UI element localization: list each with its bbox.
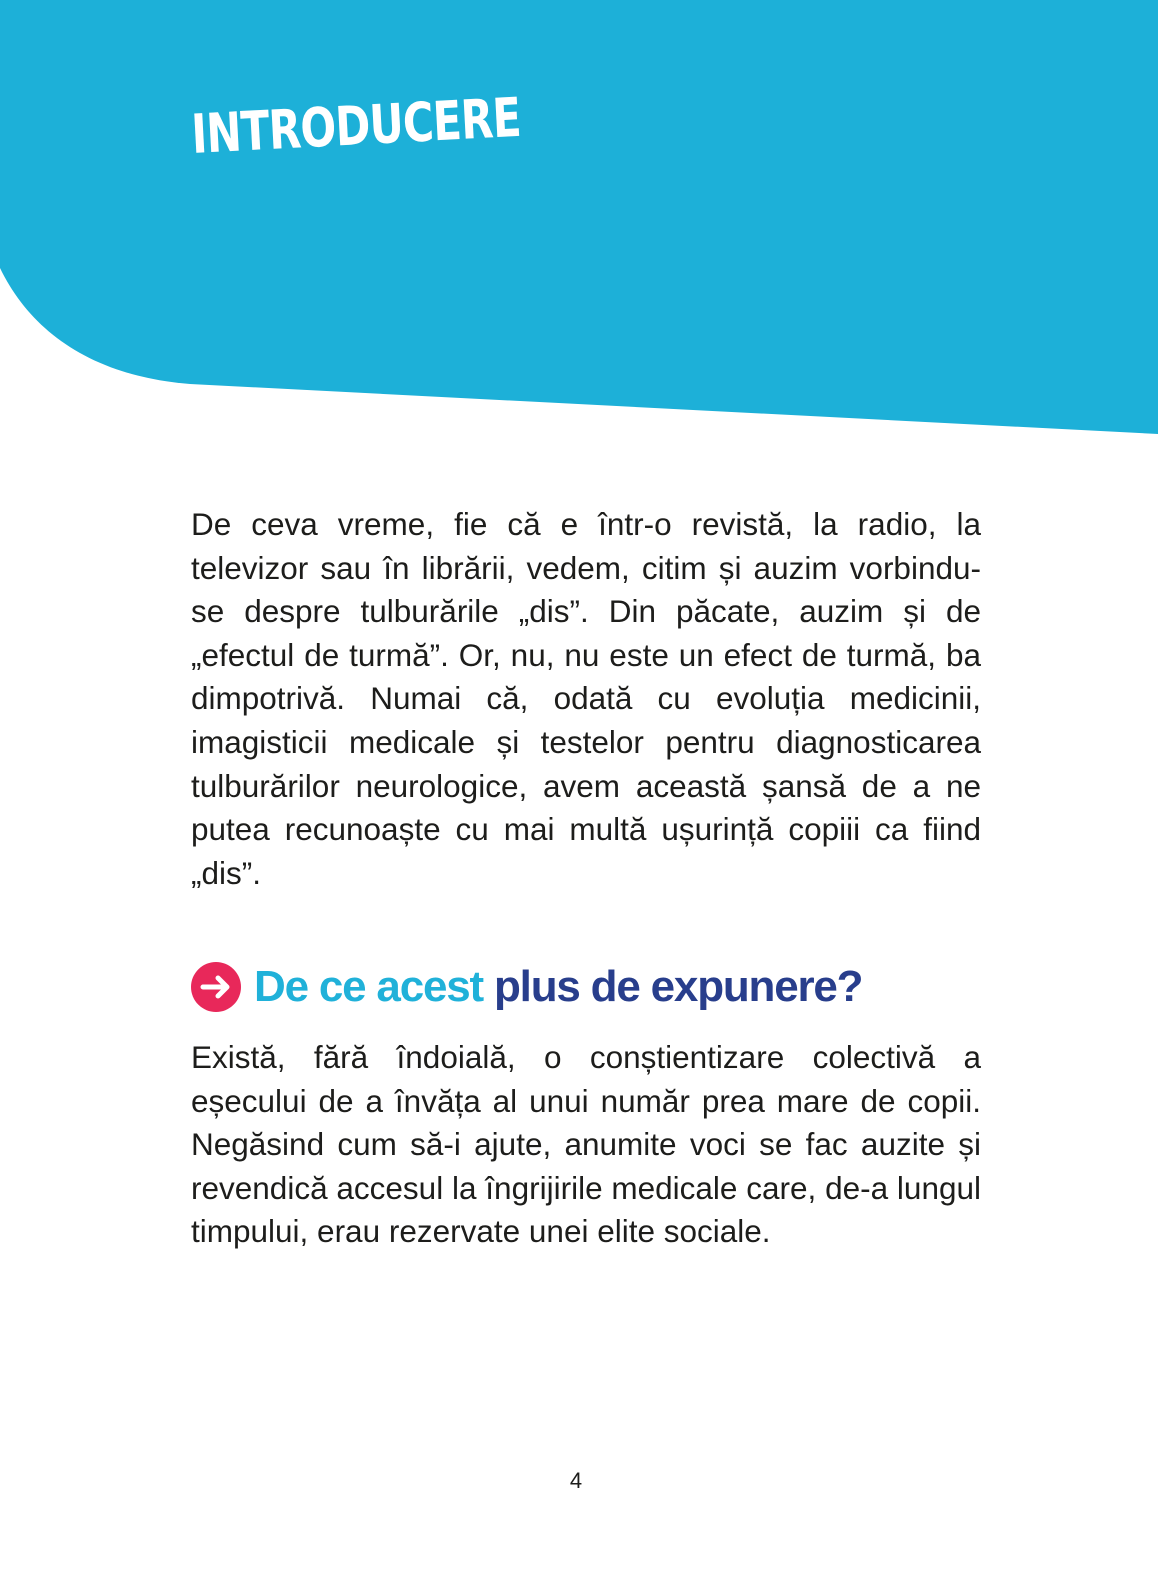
header-background <box>0 0 1158 440</box>
section-heading <box>191 958 862 1016</box>
header-wave-shape <box>0 0 1158 434</box>
arrow-right-circle-icon <box>191 962 241 1012</box>
page-number: 4 <box>569 1468 583 1493</box>
intro-paragraph: De ceva vreme, fie că e într-o revistă, la radio, la televizor sau în librării, vedem, citim și auzim vorbindu-se despre tulburările „dis”. Din păcate, auzim și de „efectul de turmă”. Or, nu, nu este un efect de turmă, ba dimpotrivă. Numai că, odată cu evoluția medicinii, imagisticii medicale și testelor pentru diagnosticarea tulburărilor neurologice, avem această șansă de a ne putea recunoaște cu mai multă ușurință copiii ca fiind „dis”. <box>191 506 981 891</box>
section-heading-part2: plus de expunere? <box>494 962 863 1011</box>
section-paragraph: Există, fără îndoială, o conștientizare colectivă a eșecului de a învăța al unui număr prea mare de copii. Negăsind cum să-i ajute, anumite voci se fac auzite și revendică accesul la îngrijirile medicale care, de-a lungul timpului, erau rezervate unei elite sociale. <box>191 1039 981 1250</box>
section-heading-part1: De ce acest <box>254 962 494 1011</box>
page-title: INTRODUCERE <box>189 85 523 166</box>
